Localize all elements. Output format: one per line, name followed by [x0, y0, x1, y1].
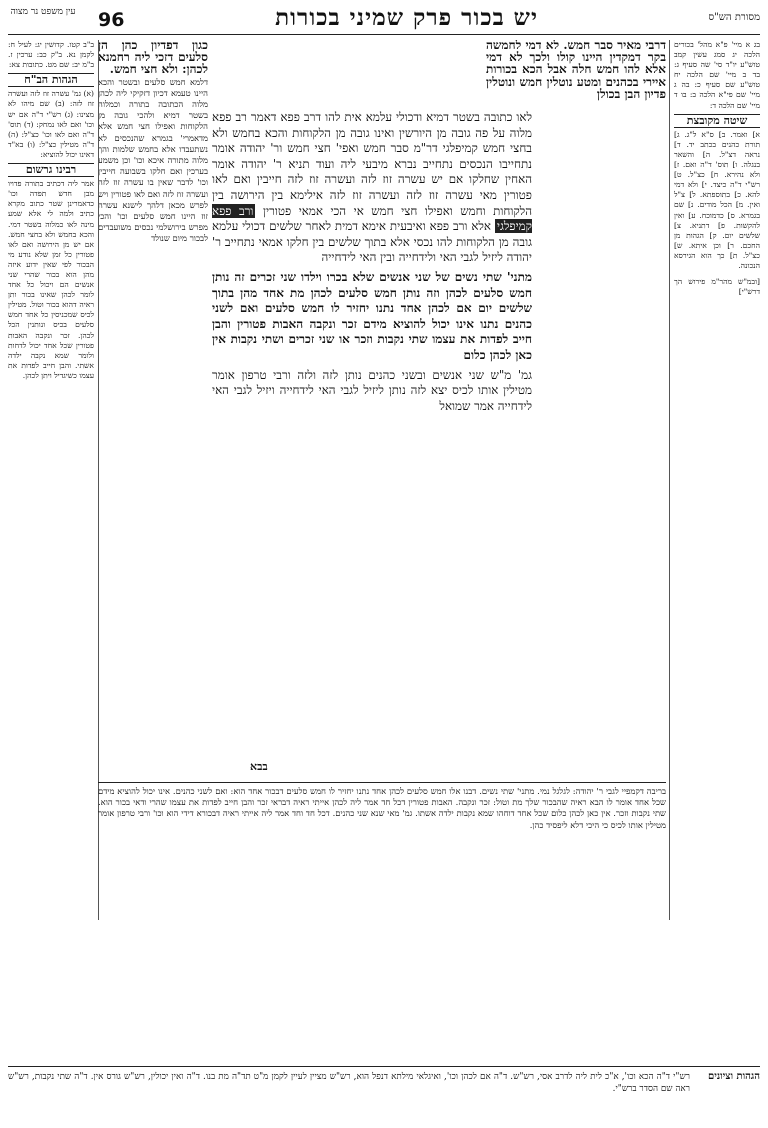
shita-mekubetzet-text: א] ואמר. ב] ס"א ל"ג. ג] תורת כהנים בכתב יד. ד] נראה דצ"ל. ה] והשאר בנגלה. ו] תוס' ד"ה ואם. ז] ולא נהירא. ח] כצ"ל. ט] רש"י ד"ה כיצד. י] ולא דמי להא. כ] בתוספתא. ל] צ"ל ואין. מ] הכל מודים. נ] שם בגמרא. ס] כדמוכח. ע] ואין להקשות. פ] דתניא. צ] שלשים יום. ק] הגהות מן החכם. ר] וכן איתא. ש] כצ"ל. ת] כך הוא הגירסא הנכונה.: [674, 129, 760, 270]
gemara-text: [212, 110, 532, 760]
highlighted-phrase: ורב פפא קמיפלגי: [212, 203, 532, 234]
gemara-paragraph-1: לאו כתובה בשטר דמיא ודכולי עלמא אית להו דרב פפא דאמר רב פפא מלוה על פה גובה מן היורשין ואינו גובה מן הלקוחות והכא בחמש ולא בחצי חמש קמיפלגי דר"מ סבר חמש ואפי' חצי חמש ור' יהודה אומר נתחייבו הנכסים נתחייב נברא מיבעי ליה ועוד תניא ר' יהודה אומר האחין שחלקו אם יש עשרה זוז לזה ועשרה זוז לזה חייבין ואם לאו פטורין מאי עשרה זוז לזה ועשרה זוז לזה אילימא בין הירושה בין הלקוחות וחמש ואפילו חצי חמש אי הכי אמאי פטורין: [212, 110, 532, 218]
rabbeinu-gershom-title: רבינו גרשום: [8, 163, 94, 177]
header-divider: [8, 34, 760, 35]
right-margin-column: [674, 40, 760, 920]
main-text-lead: דרבי מאיר סבר חמש. לא דמי לחמשה בקר דמקדין היינו קולו ולכך לא דמי אלא להו חמש חלה אבל הכא בכורות איירי בכהנים ומטע נוטלין חמש ונוטלין פדיון הבן בכולן: [486, 40, 666, 101]
tosafot-column: [98, 40, 208, 760]
right-margin-note: [ובמ"ש מהר"מ פירוש הך דרש"י]: [674, 277, 760, 297]
bottom-commentary: [98, 782, 666, 1054]
ein-mishpat-label: עין משפט נר מצוה: [10, 7, 76, 17]
haggahot-habach-text: (א) גמ' עשרה זוז לזה ועשרה זוז לזה: (ב) שם מיהו לא מצינו: (ג) רש"י ד"ה אם יש וכו' ואם לאו נמחק: (ד) תוס' ד"ה ואם לאו וכו' כצ"ל: (ה) ד"ה מטילין כצ"ל: (ו) בא"ד דאינו יכול להוציא:: [8, 89, 94, 159]
ein-mishpat-text: בג א מיי' פ"א מהל' בכורים הלכה יג סמג עשין קמב טוש"ע יו"ד סי' שה סעיף ג: בד ב מיי' שם הלכה יח טוש"ע שם סעיף כ: בה ג מיי' שם פי"א הלכה ב: בו ד מיי' שם הלכה ד:: [674, 40, 760, 110]
tosafot-body: דלמא חמש סלעים ובשטר והכא היינו טעמא דכיון דזקיקי ליה לכהן מלוה הכתובה בתורה וכמלוה בשטר דמיא ולהכי גובה מן הלקוחות ואפילו חצי חמש אלא מדאמרי' בגמרא שהנכסים לא נשתעבדו אלא בחמש שלמות והך מלוה מתורה איכא וכו' וכן משמע בערכין ואם חלקו בשבועה חייבין וכו' לדבר שאין בו עשרה זוז לזה ועשרה זוז לזה ואם לאו פטורין ויש לפרש מכאן דלהך לישנא עשרה זוז היינו חמש סלעים וכו' והכי מפרש בירושלמי נכסים משועבדים לבכור מיום שנולד: [98, 76, 208, 244]
page-header: [0, 0, 768, 36]
footer-label: הגהות וציונים: [707, 1071, 760, 1082]
page-number: 96: [98, 9, 125, 31]
gemara-paragraph-3: גמ' מ"ש שני אנשים ובשני כהנים נותן לזה ולזה ורבי טרפון אומר מטילין אותו לכיס יצא לזה נותן ליזיל לגבי האי לידחייה ויזיל לגבי האי לידחייה אמר שמואל: [212, 367, 532, 413]
gemara-paragraph-2: אלא ורב פפא ואיבעית אימא דמית לאחר שלשים דכולי עלמא גובה מן הלקוחות להו נכסי אלא בתוך שלשים בין חלקו אמאי נתחייב ר' יהודה ליזיל לגבי האי ולידחייה ובין האי לידחייה: [212, 219, 532, 265]
page-title: יש בכור פרק שמיני בכורות: [275, 4, 538, 31]
tosafot-opening: כגון דפדיון כהן הן סלעים דזכי ליה רחמנא לכהן: ולא חצי חמש.: [98, 40, 208, 77]
mishnah-paragraph: מתני' שתי נשים של שני אנשים שלא בכרו וילדו שני זכרים זה נותן חמש סלעים לכהן וזה נותן חמש סלעים לכהן מת אחד מהן בתוך שלשים יום אם לכהן אחד נתנו יחזיר לו חמש סלעים ואם לשני כהנים נתנו אינו יכול להוציא מידם זכר ונקבה האבות פטורין והבן חייב לפדות את עצמו שתי נקבות וזכר או שני זכרים ושתי נקבות אין כאן לכהן כלום: [212, 269, 532, 362]
masoret-hashas-label: מסורת הש"ס: [708, 12, 760, 23]
haggahot-habach-title: הגהות הב"ח: [8, 73, 94, 87]
catchword: בבא: [250, 760, 268, 773]
page-footer: [8, 1066, 760, 1122]
left-margin-column: [8, 40, 94, 920]
rabbeinu-gershom-text: אמר ליה דכתיב בתורה פדויו מבן חדש תפדה וכו' כדאמרינן שטר כתוב מקרא כתיב ולמה לי אלא שמע מינה לאו כמלוה בשטר דמי. והכא בחמש ולא בחצי חמש. אם יש מן הירושה ואם לאו פטורין כל זמן שלא נודע מי הבכור לפי שאין ידוע איזה מהן הוא בכור שהרי שני אנשים הם ויכול כל אחד לומר לכהן שאינו בכור ותן ראיה דהוא בכור וטול. מטילין לכיס שמכניסין כל אחד חמש סלעים בכיס ונותנין הכל לכהן. זכר ונקבה האבות פטורין שכל אחד יכול לדחות ולומר שמא נקבה ילדה אשתי. והבן חייב לפדות את עצמו כשיגדיל ויתן לכהן.: [8, 179, 94, 380]
right-column-rule: [669, 40, 670, 920]
shita-mekubetzet-title: שיטה מקובצת: [674, 114, 760, 128]
footer-text: רש"י ד"ה הכא וכו', א"כ לית ליה לדרב אסי, רש"ש. ד"ה אם לכהן וכו', ואיגלאי מילתא דנפל הוא, רש"ש מציין לעיין לקמן מ"ט תד"ה מת בנו. ד"ה ואין יכולין, רש"ש גורס אין. ד"ה שתי נקבות, רש"ש ראה שם הסדר ברש"י.: [8, 1072, 690, 1094]
bottom-commentary-text: בריבה דקמפיי לגבי ר' יהודה: לגלגל נמי. מתני' שתי נשים. דבנו אלו חמש סלעים לכהן אחד נתנו יחזיר לו חמש סלעים דבכור אחד הוא: ואם לשני כהנים. אינו יכול להוציא מידם שכל אחד אומר לו הבא ראיה שהבכור שלך מת וטול: זכר ונקבה. האבות פטורין דכל חד אמר ליה לכהן אייתי ראיה דבראי זכר והבן חייב לפדות את עצמו שהרי ודאי בכור הוא. שתי נקבות וזכר. אין כאן לכהן כלום שכל אחד דוחהו שמא נקבות ילדה אשתו. גמ' מאי שנא שני כהנים. דכל חד וחד אמר ליה אייתי ראיה דבכורא דידי הוא וכו' ורבי טרפון אומר מטילין אותו לכיס כי היכי דלא ליפסיד כהן.: [98, 786, 666, 830]
cross-references: ב"ב קטו. קדושין יג: לעיל ח: לקמן נא. ב"ק כב: ערכין ז. ב"מ יב: שם מט. כתובות צא:: [8, 40, 94, 70]
